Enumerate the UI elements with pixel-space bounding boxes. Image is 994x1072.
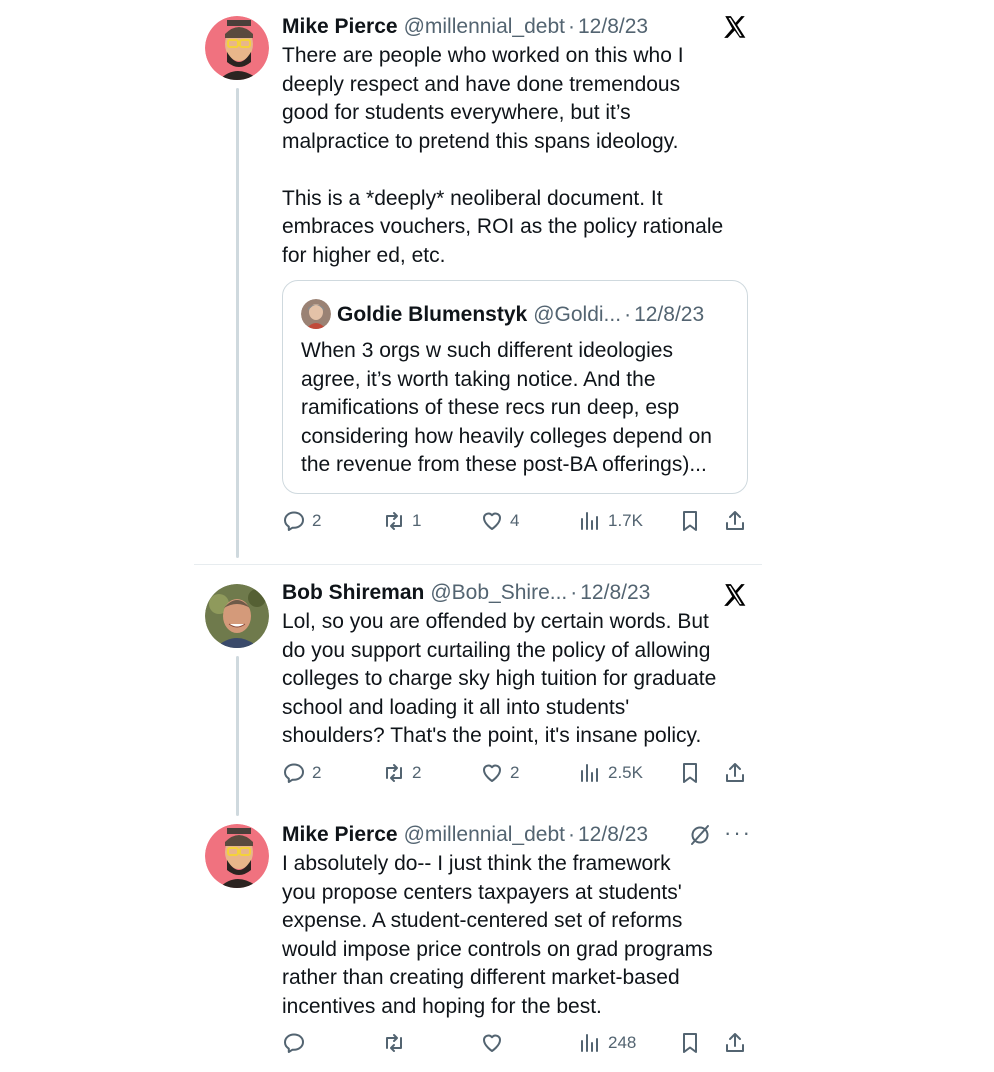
tweet-actions <box>282 506 752 536</box>
retweet-icon <box>382 509 406 533</box>
views-count: 2.5K <box>608 763 643 782</box>
views-icon <box>578 509 602 533</box>
quote-avatar <box>301 299 331 329</box>
retweet-icon <box>382 1031 406 1055</box>
grok-icon[interactable] <box>688 823 712 847</box>
reply-button[interactable] <box>282 506 321 536</box>
retweet-count: 1 <box>412 511 422 530</box>
author-name[interactable]: Mike Pierce <box>282 823 398 846</box>
x-logo-icon <box>722 582 748 608</box>
tweet-actions <box>282 1028 752 1058</box>
reply-icon <box>282 509 306 533</box>
retweet-button[interactable] <box>382 758 421 788</box>
share-button[interactable] <box>723 758 747 788</box>
views-icon <box>578 1031 602 1055</box>
like-button[interactable] <box>480 506 519 536</box>
separator-dot: · <box>570 581 578 604</box>
views-button[interactable] <box>578 758 643 788</box>
quote-author-name: Goldie Blumenstyk <box>337 303 528 326</box>
share-icon <box>723 761 747 785</box>
author-name[interactable]: Bob Shireman <box>282 581 425 604</box>
like-icon <box>480 761 504 785</box>
quote-date: 12/8/23 <box>634 303 705 326</box>
tweet-header <box>282 580 650 606</box>
tweet-text: There are people who worked on this who I deeply respect and have done tremendous good for students everywhere, but it’s malpractice to pretend this spans ideology. This is a *deeply* neoliberal document. It embraces vouchers, ROI as the policy rationale for higher ed, etc. <box>282 44 724 267</box>
share-icon <box>723 509 747 533</box>
retweet-button[interactable] <box>382 506 421 536</box>
views-count: 1.7K <box>608 511 643 530</box>
like-button[interactable] <box>480 1028 504 1058</box>
retweet-icon <box>382 761 406 785</box>
more-icon[interactable]: ··· <box>724 820 752 845</box>
like-icon <box>480 1031 504 1055</box>
views-icon <box>578 761 602 785</box>
author-handle[interactable]: @millennial_debt <box>403 15 565 38</box>
reply-button[interactable] <box>282 1028 306 1058</box>
tweet-date[interactable]: 12/8/23 <box>578 823 649 846</box>
bookmark-icon <box>678 761 702 785</box>
tweet-bob-shireman[interactable] <box>0 568 994 804</box>
share-icon <box>723 1031 747 1055</box>
bookmark-button[interactable] <box>678 758 702 788</box>
avatar[interactable] <box>205 16 269 80</box>
retweet-count: 2 <box>412 763 422 782</box>
share-button[interactable] <box>723 1028 747 1058</box>
bookmark-icon <box>678 1031 702 1055</box>
views-count: 248 <box>608 1033 637 1052</box>
bookmark-button[interactable] <box>678 1028 702 1058</box>
avatar[interactable] <box>205 824 269 888</box>
separator-dot: · <box>624 303 632 326</box>
views-button[interactable] <box>578 1028 636 1058</box>
tweet-date[interactable]: 12/8/23 <box>580 581 651 604</box>
author-name[interactable]: Mike Pierce <box>282 15 398 38</box>
quote-text: When 3 orgs w such different ideologies agree, it’s worth taking notice. And the ramifications of these recs run deep, esp considering how heavily colleges depend on the revenue from these post-BA offerings)... <box>301 339 712 476</box>
bookmark-icon <box>678 509 702 533</box>
quoted-tweet[interactable] <box>282 280 748 494</box>
author-handle[interactable]: @Bob_Shire... <box>430 581 568 604</box>
tweet-header <box>282 822 648 848</box>
tweet-text: I absolutely do-- I just think the framework you propose centers taxpayers at students' expense. A student-centered set of reforms would impose price controls on grad programs rather than creating different market-based incentives and hoping for the best. <box>282 852 713 1018</box>
separator-dot: · <box>568 823 575 846</box>
retweet-button[interactable] <box>382 1028 406 1058</box>
reply-icon <box>282 1031 306 1055</box>
like-button[interactable] <box>480 758 519 788</box>
reply-button[interactable] <box>282 758 321 788</box>
like-icon <box>480 509 504 533</box>
like-count: 4 <box>510 511 520 530</box>
tweet-text: Lol, so you are offended by certain words. But do you support curtailing the policy of allowing colleges to charge sky high tuition for graduate school and loading it all into students' shoulders? That's the point, it's insane policy. <box>282 610 717 747</box>
avatar[interactable] <box>205 584 269 648</box>
tweet-actions <box>282 758 752 788</box>
tweet-header <box>282 14 648 40</box>
x-logo-icon <box>722 14 748 40</box>
reply-icon <box>282 761 306 785</box>
tweet-mike-pierce-2[interactable] <box>0 808 994 1072</box>
bookmark-button[interactable] <box>678 506 702 536</box>
separator-dot: · <box>568 15 575 38</box>
quote-author-handle: @Goldi... <box>533 303 622 326</box>
reply-count: 2 <box>312 511 322 530</box>
share-button[interactable] <box>723 506 747 536</box>
tweet-divider <box>194 564 762 565</box>
author-handle[interactable]: @millennial_debt <box>403 823 565 846</box>
reply-count: 2 <box>312 763 322 782</box>
views-button[interactable] <box>578 506 643 536</box>
quote-header <box>337 302 704 328</box>
like-count: 2 <box>510 763 520 782</box>
tweet-date[interactable]: 12/8/23 <box>578 15 649 38</box>
